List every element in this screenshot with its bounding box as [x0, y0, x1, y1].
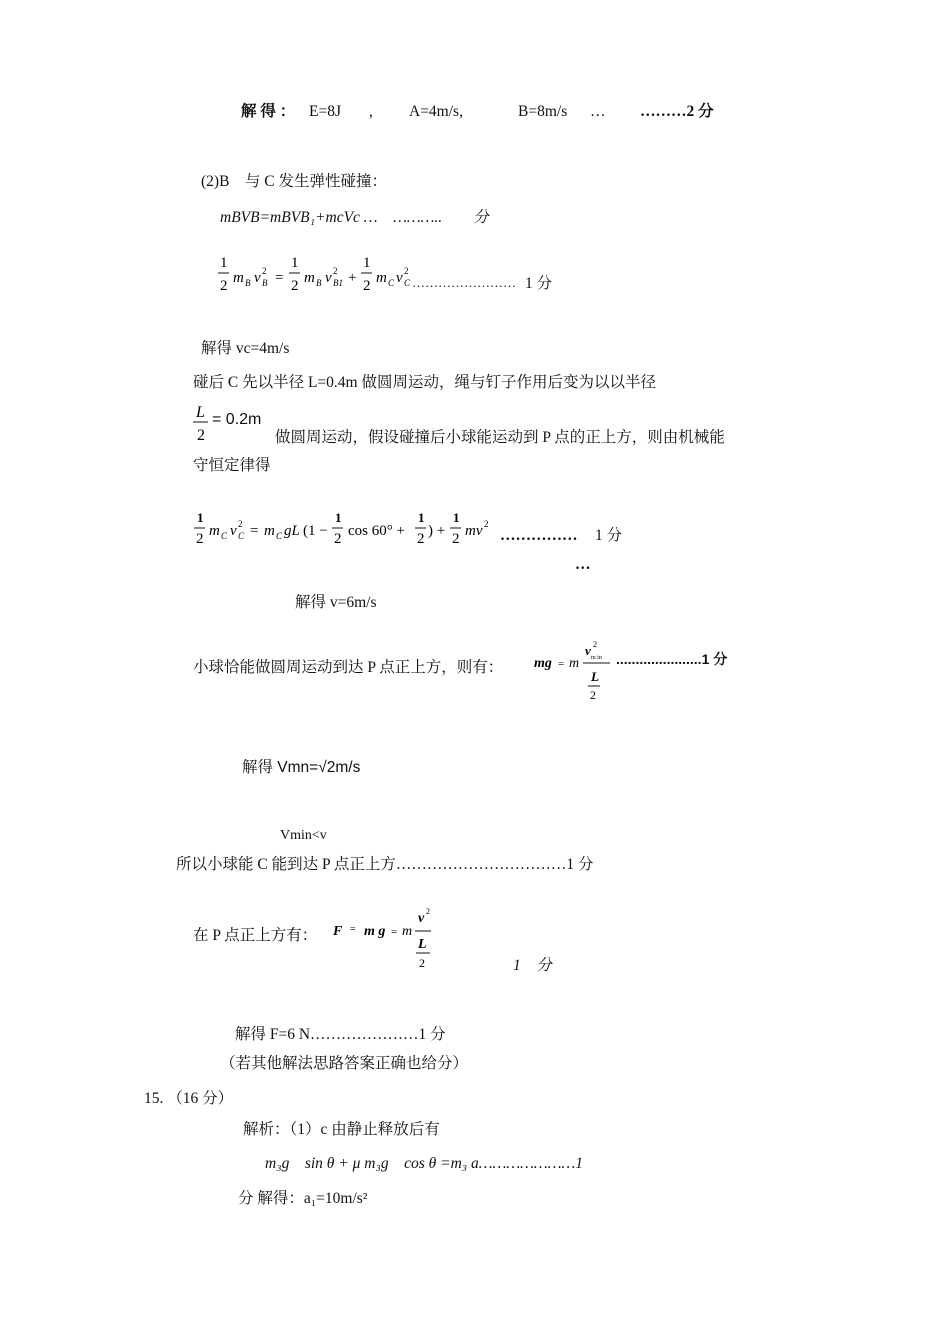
svg-text:v: v: [418, 911, 425, 926]
svg-text:2: 2: [291, 278, 299, 294]
assume-text: 做圆周运动，假设碰撞后小球能运动到 P 点的正上方，则由机械能: [275, 429, 725, 446]
svg-text:C: C: [238, 531, 245, 541]
conservation-dots: ……………: [500, 527, 578, 544]
energy-conservation-formula: [215, 252, 415, 298]
svg-text:2: 2: [262, 266, 267, 276]
vb-result: B=8m/s: [518, 103, 568, 120]
svg-text:1: 1: [418, 510, 425, 525]
svg-text:C: C: [221, 531, 228, 541]
svg-text:1: 1: [220, 255, 228, 271]
svg-text:+: +: [348, 270, 357, 286]
svg-text:1: 1: [453, 510, 460, 525]
svg-text:v: v: [396, 270, 403, 286]
svg-text:B1: B1: [333, 278, 343, 288]
svg-text:=: =: [275, 270, 284, 286]
solve-f: 解得 F=6 N…………………1 分: [235, 1026, 446, 1043]
part2-heading: (2)B 与 C 发生弹性碰撞：: [201, 173, 388, 190]
svg-text:C: C: [276, 531, 283, 541]
svg-text:1: 1: [197, 510, 204, 525]
conservation-text: 守恒定律得: [193, 457, 271, 474]
solve-label-1: 解 得 ：: [241, 103, 296, 120]
grading-note: （若其他解法思路答案正确也给分）: [220, 1055, 469, 1072]
svg-text:B: B: [245, 278, 251, 288]
mechanical-energy-formula: [192, 508, 502, 550]
svg-text:mv: mv: [465, 523, 483, 539]
conclusion-text: 所以小球能 C 能到达 P 点正上方……………………………1 分: [176, 856, 594, 873]
svg-text:) +: ) +: [428, 523, 446, 539]
svg-text:1: 1: [363, 255, 371, 271]
svg-text:m: m: [209, 523, 220, 539]
svg-text:=: =: [350, 924, 356, 935]
svg-text:1: 1: [335, 510, 342, 525]
svg-text:2: 2: [333, 266, 338, 276]
svg-text:L: L: [196, 404, 205, 421]
svg-text:2: 2: [419, 956, 425, 970]
svg-text:2: 2: [404, 266, 409, 276]
svg-text:v: v: [254, 270, 261, 286]
just-circle-text: 小球恰能做圆周运动到达 P 点正上方，则有：: [193, 659, 504, 676]
svg-text:v: v: [585, 643, 591, 658]
svg-text:2: 2: [484, 519, 489, 529]
svg-text:2: 2: [417, 531, 425, 547]
comma: ,: [369, 103, 373, 120]
solve-v: 解得 v=6m/s: [295, 594, 377, 611]
at-p-text: 在 P 点正上方有：: [193, 927, 318, 944]
energy-result: E=8J: [309, 103, 341, 120]
momentum-equation: mBVB=mBVB₁+mcVc … ……….. 分: [220, 209, 489, 226]
q15-heading: 15. （16 分）: [144, 1090, 234, 1107]
svg-text:m: m: [264, 523, 275, 539]
after-collision-text: 碰后 C 先以半径 L=0.4m 做圆周运动，绳与钉子作用后变为以以半径: [193, 374, 656, 391]
score-line-1: ………2 分: [640, 103, 714, 120]
svg-text:L: L: [591, 669, 599, 684]
svg-text:2: 2: [238, 519, 243, 529]
svg-text:1: 1: [291, 255, 299, 271]
svg-text:=: =: [250, 523, 259, 539]
svg-text:2: 2: [334, 531, 342, 547]
svg-text:F: F: [333, 924, 343, 939]
energy-dots: ……………………: [412, 275, 516, 290]
svg-text:2: 2: [196, 531, 204, 547]
min-speed-score: ......................1 分: [616, 651, 728, 667]
svg-text:=: =: [558, 658, 565, 670]
svg-text:2: 2: [220, 278, 228, 294]
svg-text:C: C: [388, 278, 395, 288]
svg-text:B: B: [262, 278, 268, 288]
compare-speeds: Vmin<v: [280, 828, 327, 843]
va-result: A=4m/s,: [409, 103, 463, 120]
svg-text:v: v: [325, 270, 332, 286]
q15-equation: m₃g sin θ + μ m₃g cos θ =m₃ a…………………1: [265, 1155, 584, 1172]
svg-text:=: =: [391, 926, 398, 938]
svg-text:B: B: [316, 278, 322, 288]
conservation-dots-2: …: [575, 556, 591, 573]
svg-text:(1 −: (1 −: [303, 523, 328, 539]
ellipsis: …: [590, 103, 606, 120]
svg-text:2: 2: [363, 278, 371, 294]
q15-analysis: 解析：（1）c 由静止释放后有: [243, 1121, 440, 1138]
svg-text:2: 2: [593, 640, 597, 649]
svg-text:m g: m g: [364, 924, 386, 939]
svg-text:2: 2: [197, 427, 205, 444]
min-speed-formula: [532, 636, 616, 702]
svg-text:cos 60° +: cos 60° +: [348, 523, 405, 539]
force-score: 1 分: [513, 957, 552, 974]
svg-text:m: m: [376, 270, 387, 286]
svg-text:m: m: [233, 270, 244, 286]
svg-text:L: L: [418, 937, 427, 952]
solve-vmin: 解得 Vmn=√2m/s: [242, 759, 361, 776]
svg-text:2: 2: [452, 531, 460, 547]
svg-text:2: 2: [426, 907, 430, 916]
force-at-p-formula: [330, 904, 440, 974]
svg-text:m: m: [569, 656, 580, 671]
svg-text:gL: gL: [284, 523, 300, 539]
half-radius-value: = 0.2m: [212, 411, 262, 428]
svg-text:m in: m in: [591, 655, 602, 661]
svg-text:m: m: [402, 924, 413, 939]
svg-text:m: m: [304, 270, 315, 286]
svg-text:v: v: [230, 523, 237, 539]
conservation-score: 1 分: [595, 527, 623, 544]
svg-text:C: C: [404, 278, 411, 288]
solve-vc: 解得 vc=4m/s: [201, 340, 290, 357]
svg-text:2: 2: [590, 688, 596, 702]
energy-score: 1 分: [525, 275, 553, 292]
q15-solve-a: 分 解得：a₁=10m/s²: [238, 1190, 368, 1207]
svg-text:mg: mg: [534, 656, 552, 671]
